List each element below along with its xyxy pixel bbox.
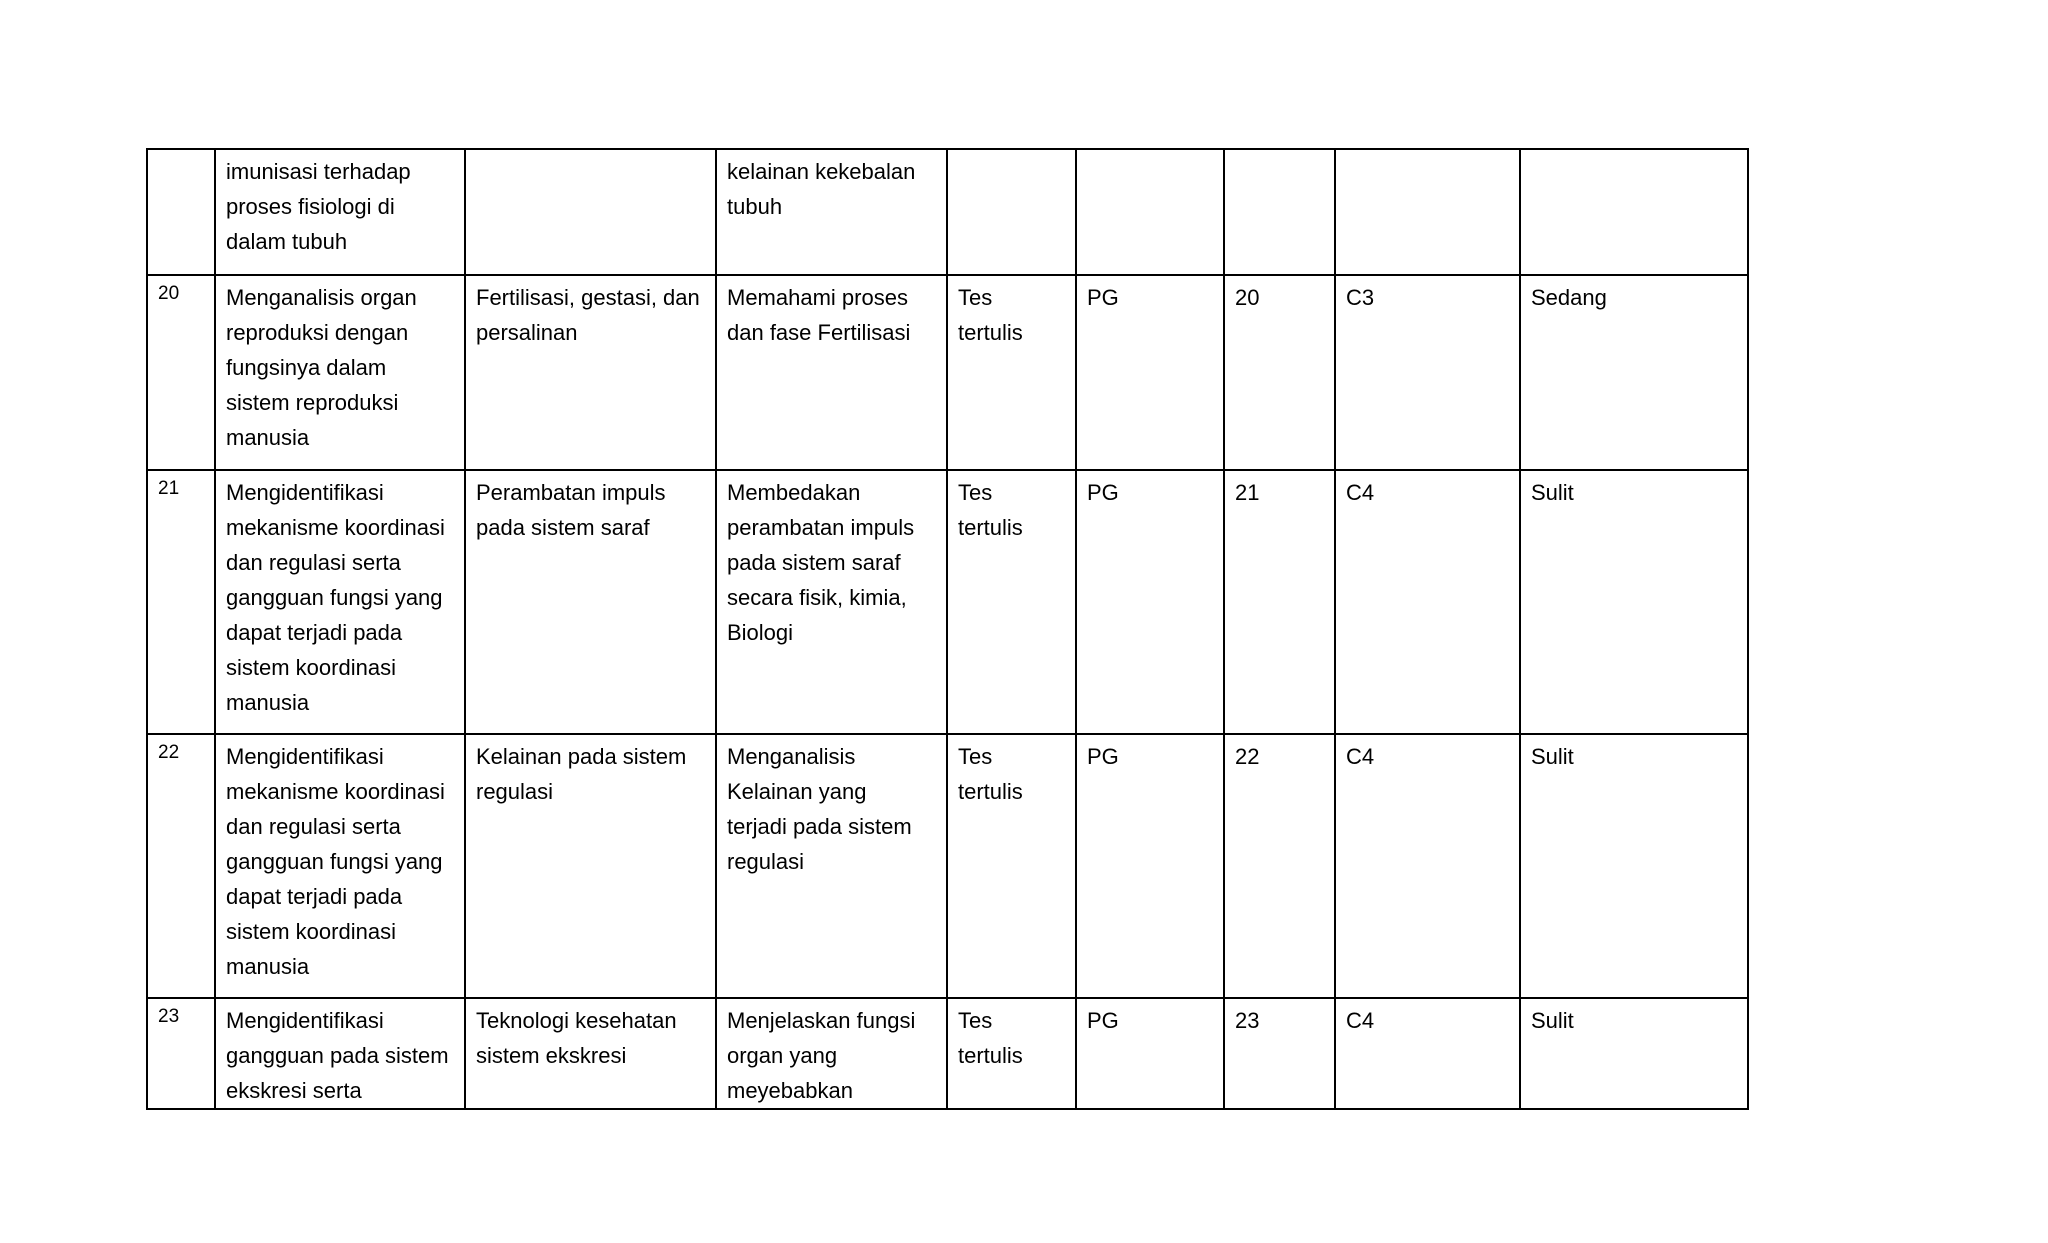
cell-tingkat xyxy=(1520,149,1748,275)
cell-kd: Mengidentifikasi mekanisme koordinasi dan regulasi serta gangguan fungsi yang dapat terjadi pada sistem koordinasi manusia xyxy=(215,470,465,734)
cell-indikator: Menjelaskan fungsi organ yang meyebabkan xyxy=(716,998,947,1109)
cell-tingkat: Sulit xyxy=(1520,470,1748,734)
cell-level: C4 xyxy=(1335,470,1520,734)
cell-level xyxy=(1335,149,1520,275)
cell-no: 21 xyxy=(147,470,215,734)
cell-kd: Mengidentifikasi mekanisme koordinasi dan regulasi serta gangguan fungsi yang dapat terjadi pada sistem koordinasi manusia xyxy=(215,734,465,998)
cell-no: 22 xyxy=(147,734,215,998)
cell-no xyxy=(147,149,215,275)
cell-indikator: Membedakan perambatan impuls pada sistem saraf secara fisik, kimia, Biologi xyxy=(716,470,947,734)
cell-bentuk: PG xyxy=(1076,734,1224,998)
cell-level: C4 xyxy=(1335,998,1520,1109)
cell-materi: Perambatan impuls pada sistem saraf xyxy=(465,470,716,734)
cell-nomor-soal: 22 xyxy=(1224,734,1335,998)
cell-no: 20 xyxy=(147,275,215,470)
cell-tingkat: Sulit xyxy=(1520,998,1748,1109)
cell-tingkat: Sedang xyxy=(1520,275,1748,470)
cell-materi: Teknologi kesehatan sistem ekskresi xyxy=(465,998,716,1109)
cell-materi: Kelainan pada sistem regulasi xyxy=(465,734,716,998)
cell-teknik xyxy=(947,149,1076,275)
table-row xyxy=(147,470,1748,734)
cell-indikator: Memahami proses dan fase Fertilisasi xyxy=(716,275,947,470)
cell-bentuk xyxy=(1076,149,1224,275)
table-row xyxy=(147,149,1748,275)
cell-kd: imunisasi terhadap proses fisiologi di dalam tubuh xyxy=(215,149,465,275)
cell-nomor-soal: 21 xyxy=(1224,470,1335,734)
cell-materi: Fertilisasi, gestasi, dan persalinan xyxy=(465,275,716,470)
cell-teknik: Tes tertulis xyxy=(947,734,1076,998)
cell-kd: Menganalisis organ reproduksi dengan fungsinya dalam sistem reproduksi manusia xyxy=(215,275,465,470)
cell-indikator: Menganalisis Kelainan yang terjadi pada sistem regulasi xyxy=(716,734,947,998)
cell-bentuk: PG xyxy=(1076,275,1224,470)
cell-nomor-soal: 20 xyxy=(1224,275,1335,470)
cell-level: C3 xyxy=(1335,275,1520,470)
cell-nomor-soal: 23 xyxy=(1224,998,1335,1109)
cell-no: 23 xyxy=(147,998,215,1109)
cell-kd: Mengidentifikasi gangguan pada sistem ekskresi serta xyxy=(215,998,465,1109)
cell-level: C4 xyxy=(1335,734,1520,998)
table-row xyxy=(147,734,1748,998)
table-row xyxy=(147,998,1748,1109)
cell-materi xyxy=(465,149,716,275)
cell-tingkat: Sulit xyxy=(1520,734,1748,998)
cell-teknik: Tes tertulis xyxy=(947,998,1076,1109)
cell-bentuk: PG xyxy=(1076,470,1224,734)
cell-teknik: Tes tertulis xyxy=(947,275,1076,470)
cell-teknik: Tes tertulis xyxy=(947,470,1076,734)
cell-nomor-soal xyxy=(1224,149,1335,275)
assessment-grid-table xyxy=(146,148,1749,1110)
cell-indikator: kelainan kekebalan tubuh xyxy=(716,149,947,275)
table-row xyxy=(147,275,1748,470)
cell-bentuk: PG xyxy=(1076,998,1224,1109)
